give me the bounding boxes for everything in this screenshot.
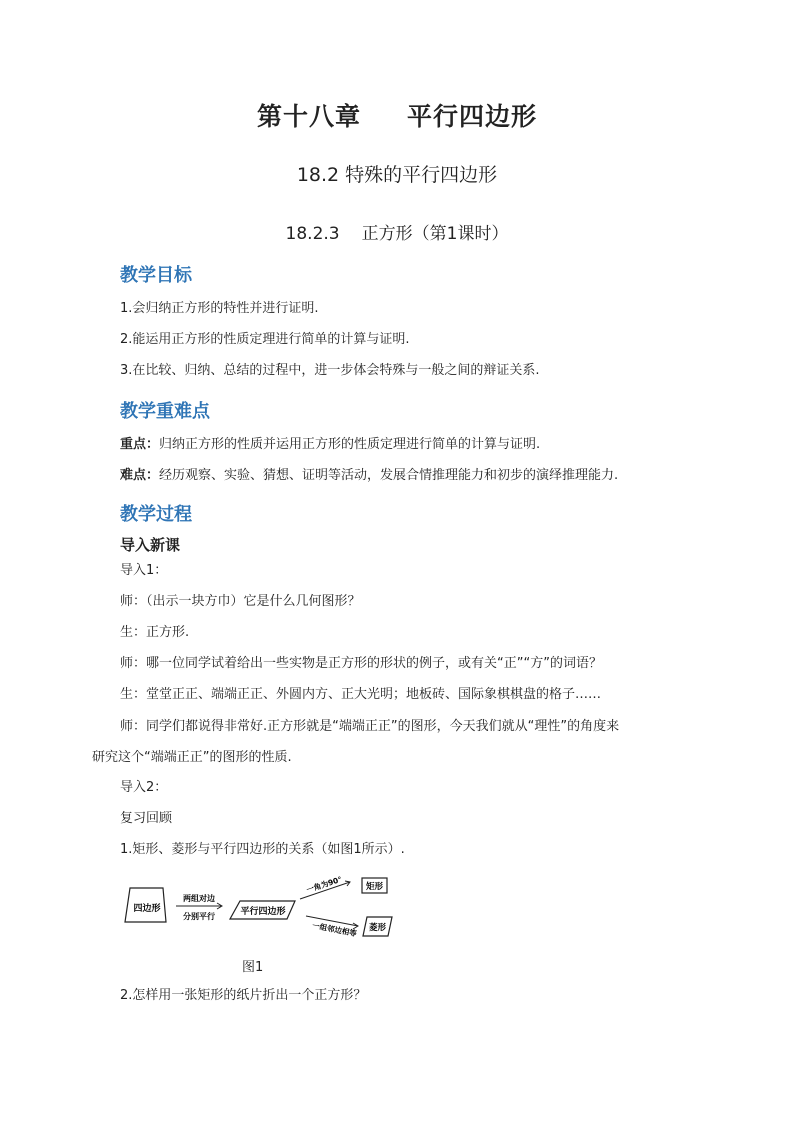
figure-caption: 图1 [242,960,264,975]
key-points-heading: 教学重难点 [120,401,210,422]
intro1-label: 导入1： [120,563,168,578]
difficulty-point [120,467,618,485]
review-label: 复习回顾 [120,811,173,826]
process-heading: 教学过程 [120,504,192,525]
teacher-paragraph [92,711,698,773]
chapter-title [0,97,794,133]
dialogue-line: 师：哪一位同学试着给出一些实物是正方形的形状的例子，或有关“正”“方”的词语？ [120,656,602,671]
objectives-heading: 教学目标 [120,265,192,286]
parallelogram-label: 平行四边形 [240,907,286,917]
rhombus-label: 菱形 [368,923,387,933]
lesson-number: 18.2.3 [285,224,340,244]
teacher-paragraph-line: 师：同学们都说得非常好.正方形就是“端端正正”的图形，今天我们就从“理性”的角度来 [120,719,620,734]
intro2-label: 导入2： [120,780,168,795]
focus-text: 归纳正方形的性质并运用正方形的性质定理进行简单的计算与证明. [159,437,541,452]
objective-item: 2.能运用正方形的性质定理进行简单的计算与证明. [120,332,410,347]
dialogue-line: 师：（出示一块方巾）它是什么几何图形？ [120,594,361,609]
difficulty-text: 经历观察、实验、猜想、证明等活动，发展合情推理能力和初步的演绎推理能力. [159,468,619,483]
chapter-number: 第十八章 [256,102,361,131]
condition-top-label: 两组对边 [183,894,215,903]
focus-label: 重点： [120,437,160,452]
dialogue-line: 生：正方形. [120,625,190,640]
section-title: 18.2 特殊的平行四边形 [296,164,498,186]
equal-sides-condition-label: 一组邻边相等 [311,920,358,939]
chapter-name: 平行四边形 [407,102,538,131]
rectangle-label: 矩形 [365,882,384,892]
objective-item: 3.在比较、归纳、总结的过程中，进一步体会特殊与一般之间的辩证关系. [120,363,540,378]
right-angle-condition-label: 一角为90° [305,874,344,895]
focus-point [120,436,540,454]
difficulty-label: 难点： [120,468,160,483]
condition-bottom-label: 分别平行 [183,912,215,921]
teacher-paragraph-line: 研究这个“端端正正”的图形的性质. [92,750,292,765]
review-item: 1.矩形、菱形与平行四边形的关系（如图1所示）. [120,842,405,857]
objective-item: 1.会归纳正方形的特性并进行证明. [120,301,319,316]
quadrilateral-relation-diagram [120,866,420,948]
quadrilateral-label: 四边形 [133,904,161,914]
dialogue-line: 生：堂堂正正、端端正正、外圆内方、正大光明；地板砖、国际象棋棋盘的格子…… [120,687,602,702]
lesson-title [0,219,794,244]
review-item: 2.怎样用一张矩形的纸片折出一个正方形？ [120,988,367,1003]
lesson-name: 正方形（第1课时） [361,224,509,244]
process-subheading: 导入新课 [120,536,181,554]
